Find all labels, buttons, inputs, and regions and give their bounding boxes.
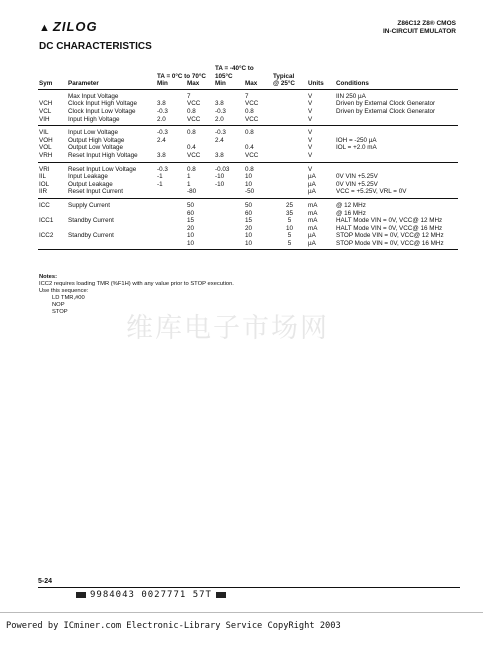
sym-cell: [38, 240, 67, 250]
units-cell: mA: [308, 224, 318, 232]
typical-cell: [272, 108, 307, 116]
units-cell: µA: [307, 240, 335, 250]
page-number: 5-24: [38, 578, 53, 585]
units-cell: mA: [308, 217, 318, 225]
min-cell: 2.0: [214, 116, 244, 126]
sym-cell: IIL: [39, 173, 47, 181]
table-row: [38, 210, 458, 218]
min-cell: -0.03: [215, 165, 230, 173]
conditions-cell: Driven by External Clock Generator: [336, 107, 436, 115]
table-row: [38, 126, 458, 137]
conditions-cell: [335, 162, 458, 173]
sym-cell: [38, 210, 67, 218]
table-row: [38, 162, 458, 173]
code-line: STOP: [52, 309, 68, 315]
min-cell: -0.3: [157, 129, 168, 137]
table-row: [38, 89, 458, 100]
min-cell: [156, 198, 186, 209]
parameter-cell: [67, 210, 156, 218]
units-header: Units: [307, 80, 335, 89]
typical-cell: [272, 162, 307, 173]
typical-cell: [272, 188, 307, 198]
barcode-block-icon: [76, 592, 86, 598]
max-cell: 50: [187, 201, 195, 209]
sym-cell: IOL: [39, 180, 50, 188]
sym-header: Sym: [38, 80, 67, 89]
min-cell: 2.4: [157, 136, 166, 144]
min-cell: -1: [157, 173, 163, 181]
max-cell: 20: [245, 224, 253, 232]
min-cell: 3.8: [214, 152, 244, 162]
max-cell: VCC: [186, 116, 214, 126]
units-cell: V: [308, 107, 313, 115]
max-cell: 0.8: [245, 165, 254, 173]
min-cell: 3.8: [215, 100, 224, 108]
min-cell: 2.4: [215, 136, 224, 144]
max-header: Max: [244, 80, 272, 89]
min-header: Min: [156, 80, 186, 89]
max-cell: 1: [187, 173, 191, 181]
section-title: DC CHARACTERISTICS: [39, 41, 152, 52]
parameter-cell: Input Low Voltage: [68, 129, 119, 137]
parameter-cell: Clock Input Low Voltage: [68, 107, 136, 115]
typical-cell: [272, 116, 307, 126]
product-subtitle: IN-CIRCUIT EMULATOR: [382, 28, 456, 35]
typical-cell: 5: [272, 240, 307, 250]
typical-temp-header: @ 25°C: [272, 80, 307, 89]
min-cell: -10: [215, 173, 225, 181]
parameter-cell: Max Input Voltage: [68, 92, 119, 100]
table-row: [38, 144, 458, 152]
max-cell: 0.4: [187, 144, 196, 152]
min-cell: [156, 144, 186, 152]
barcode-text: 9984043 0027771 57T: [90, 590, 212, 600]
table-row: [38, 225, 458, 233]
max-cell: 15: [245, 217, 253, 225]
max-cell: 50: [245, 201, 253, 209]
max-cell: VCC: [187, 100, 201, 108]
min-cell: [214, 198, 244, 209]
conditions-cell: STOP Mode VIN = 0V, VCC@ 16 MHz: [335, 240, 458, 250]
code-line: LD TMR,#00: [52, 295, 85, 301]
parameter-cell: [67, 225, 156, 233]
min-cell: [214, 225, 244, 233]
min-cell: 3.8: [156, 152, 186, 162]
min-cell: [156, 210, 186, 218]
min-cell: [156, 188, 186, 198]
parameter-cell: [67, 240, 156, 250]
parameter-cell: Input High Voltage: [67, 116, 156, 126]
min-cell: -10: [215, 180, 225, 188]
table-row: [38, 108, 458, 116]
min-cell: [214, 89, 244, 100]
max-cell: 0.8: [187, 129, 196, 137]
typical-cell: 25: [285, 201, 293, 209]
barcode-block-icon: [216, 592, 226, 598]
min-cell: [156, 217, 186, 225]
conditions-cell: @ 12 MHz: [336, 201, 366, 209]
note-text: Use this sequence:: [39, 288, 89, 294]
max-cell: 0.8: [187, 107, 196, 115]
conditions-cell: [335, 126, 458, 137]
min-cell: [214, 232, 244, 240]
typical-cell: 10: [285, 224, 293, 232]
sym-cell: ICC: [39, 201, 50, 209]
units-cell: µA: [308, 232, 316, 240]
table-row: [38, 116, 458, 126]
typical-cell: [272, 152, 307, 162]
max-cell: 0.8: [187, 165, 196, 173]
parameter-header: Parameter: [67, 80, 156, 89]
min-cell: -0.3: [215, 107, 226, 115]
header-row-bottom: [38, 80, 458, 89]
units-cell: µA: [307, 188, 335, 198]
max-cell: 10: [245, 173, 253, 181]
table-row: [38, 173, 458, 181]
conditions-cell: STOP Mode VIN = 0V, VCC@ 12 MHz: [336, 232, 444, 240]
sym-cell: VOL: [39, 144, 52, 152]
table-row: [38, 188, 458, 198]
conditions-cell: @ 16 MHz: [336, 209, 366, 217]
conditions-cell: [335, 116, 458, 126]
units-cell: V: [308, 136, 313, 144]
note-text: ICC2 requires loading TMR (%F1H) with any value prior to STOP execution.: [39, 281, 234, 287]
table-row: [38, 240, 458, 250]
sym-cell: VRH: [38, 152, 67, 162]
sym-cell: VRl: [39, 165, 50, 173]
conditions-cell: IOL = +2.0 mA: [336, 144, 377, 152]
typical-cell: [272, 181, 307, 189]
sym-cell: [38, 89, 67, 100]
table-row: [38, 152, 458, 162]
units-cell: V: [307, 152, 335, 162]
max-cell: -80: [186, 188, 214, 198]
max-cell: 15: [187, 217, 195, 225]
typical-cell: [272, 89, 307, 100]
typical-cell: 35: [285, 209, 293, 217]
sym-cell: VCL: [39, 107, 52, 115]
max-cell: VCC: [245, 100, 259, 108]
parameter-cell: Supply Current: [68, 201, 110, 209]
max-cell: VCC: [186, 152, 214, 162]
min-cell: [156, 225, 186, 233]
temp-range-commercial: TA = 0°C to 70°C: [157, 72, 206, 80]
table-row: [38, 198, 458, 209]
max-cell: [244, 137, 272, 145]
parameter-cell: Reset Input Low Voltage: [68, 165, 137, 173]
parameter-cell: Standby Current: [68, 217, 114, 225]
parameter-cell: Input Leakage: [68, 173, 108, 181]
units-cell: µA: [308, 180, 316, 188]
min-cell: [214, 217, 244, 225]
min-cell: -0.3: [157, 107, 168, 115]
units-cell: V: [308, 165, 313, 173]
parameter-cell: Output Leakage: [68, 180, 113, 188]
units-cell: V: [308, 144, 313, 152]
units-cell: V: [307, 116, 335, 126]
sym-cell: ICC1: [39, 217, 54, 225]
units-cell: µA: [308, 173, 316, 181]
typical-cell: [272, 126, 307, 137]
max-cell: 0.4: [245, 144, 254, 152]
footer-bar: [0, 612, 483, 652]
typical-header: Typical: [273, 72, 295, 80]
max-cell: 10: [245, 232, 253, 240]
table-body: [38, 89, 458, 250]
units-cell: mA: [308, 209, 318, 217]
max-cell: VCC: [244, 152, 272, 162]
typical-cell: [272, 173, 307, 181]
zilog-logo: [39, 19, 98, 34]
min-cell: -0.3: [215, 129, 226, 137]
parameter-cell: Clock Input High Voltage: [68, 100, 137, 108]
notes-title: Notes:: [39, 274, 58, 280]
conditions-header: Conditions: [335, 80, 458, 89]
header-row-top: [38, 64, 458, 80]
divider: [38, 587, 460, 588]
conditions-cell: 0V VIN +5.25V: [336, 173, 378, 181]
watermark: 维库电子市场网: [126, 313, 329, 344]
typical-cell: [272, 144, 307, 152]
max-cell: 60: [187, 209, 195, 217]
min-cell: -1: [157, 180, 163, 188]
max-cell: 0.8: [245, 107, 254, 115]
dc-characteristics-table: [38, 64, 458, 250]
footer-text: Powered by ICminer.com Electronic-Library Service CopyRight 2003: [6, 621, 341, 631]
min-cell: 2.0: [156, 116, 186, 126]
product-name: Z86C12 Z8® CMOS: [397, 20, 456, 27]
max-cell: 10: [245, 180, 253, 188]
conditions-cell: IIN 250 µA: [336, 92, 366, 100]
logo-text: ZILOG: [52, 19, 98, 34]
conditions-cell: VCC = +5.25V, VRL = 0V: [335, 188, 458, 198]
zilog-mark-icon: ▲: [39, 22, 51, 34]
table-row: [38, 100, 458, 108]
min-cell: -0.3: [157, 165, 168, 173]
conditions-cell: Driven by External Clock Generator: [336, 100, 436, 108]
document-header: [383, 20, 456, 36]
sym-cell: VCH: [39, 100, 53, 108]
max-cell: 10: [244, 240, 272, 250]
barcode-line: [72, 590, 230, 600]
max-cell: 7: [187, 92, 191, 100]
units-cell: mA: [308, 201, 318, 209]
units-cell: V: [308, 100, 313, 108]
min-cell: [214, 240, 244, 250]
min-cell: [156, 240, 186, 250]
typical-cell: [272, 100, 307, 108]
max-cell: 60: [245, 209, 253, 217]
min-cell: [214, 210, 244, 218]
code-line: NOP: [52, 302, 65, 308]
parameter-cell: Output Low Voltage: [68, 144, 123, 152]
max-cell: -50: [244, 188, 272, 198]
sym-cell: [38, 225, 67, 233]
conditions-cell: IOH = -250 µA: [336, 136, 377, 144]
table-row: [38, 232, 458, 240]
max-cell: VCC: [244, 116, 272, 126]
typical-cell: [272, 137, 307, 145]
table-row: [38, 181, 458, 189]
min-cell: [156, 232, 186, 240]
units-cell: V: [308, 92, 313, 100]
conditions-cell: HALT Mode VIN = 0V, VCC@ 12 MHz: [336, 217, 443, 225]
conditions-cell: HALT Mode VIN = 0V, VCC@ 16 MHz: [336, 224, 443, 232]
min-cell: [214, 188, 244, 198]
max-cell: 1: [187, 180, 191, 188]
sym-cell: ICC2: [39, 232, 54, 240]
max-cell: 10: [186, 240, 214, 250]
conditions-cell: 0V VIN +5.25V: [336, 180, 378, 188]
temp-range-extended: TA = -40°C to 105°C: [215, 65, 254, 80]
table-row: [38, 137, 458, 145]
max-header: Max: [186, 80, 214, 89]
max-cell: [186, 137, 214, 145]
parameter-cell: Standby Current: [68, 232, 114, 240]
parameter-cell: Reset Input Current: [67, 188, 156, 198]
min-cell: [214, 144, 244, 152]
conditions-cell: [335, 152, 458, 162]
sym-cell: VIL: [39, 129, 49, 137]
units-cell: V: [308, 129, 313, 137]
max-cell: 20: [187, 224, 195, 232]
max-cell: 7: [245, 92, 249, 100]
parameter-cell: Reset Input High Voltage: [67, 152, 156, 162]
sym-cell: IIR: [38, 188, 67, 198]
sym-cell: VOH: [39, 136, 53, 144]
min-cell: 3.8: [157, 100, 166, 108]
max-cell: 0.8: [245, 129, 254, 137]
table-row: [38, 217, 458, 225]
sym-cell: VIH: [38, 116, 67, 126]
min-header: Min: [214, 80, 244, 89]
min-cell: [156, 89, 186, 100]
typical-cell: 5: [287, 232, 292, 240]
parameter-cell: Output High Voltage: [68, 136, 125, 144]
typical-cell: 5: [287, 217, 292, 225]
max-cell: 10: [187, 232, 195, 240]
